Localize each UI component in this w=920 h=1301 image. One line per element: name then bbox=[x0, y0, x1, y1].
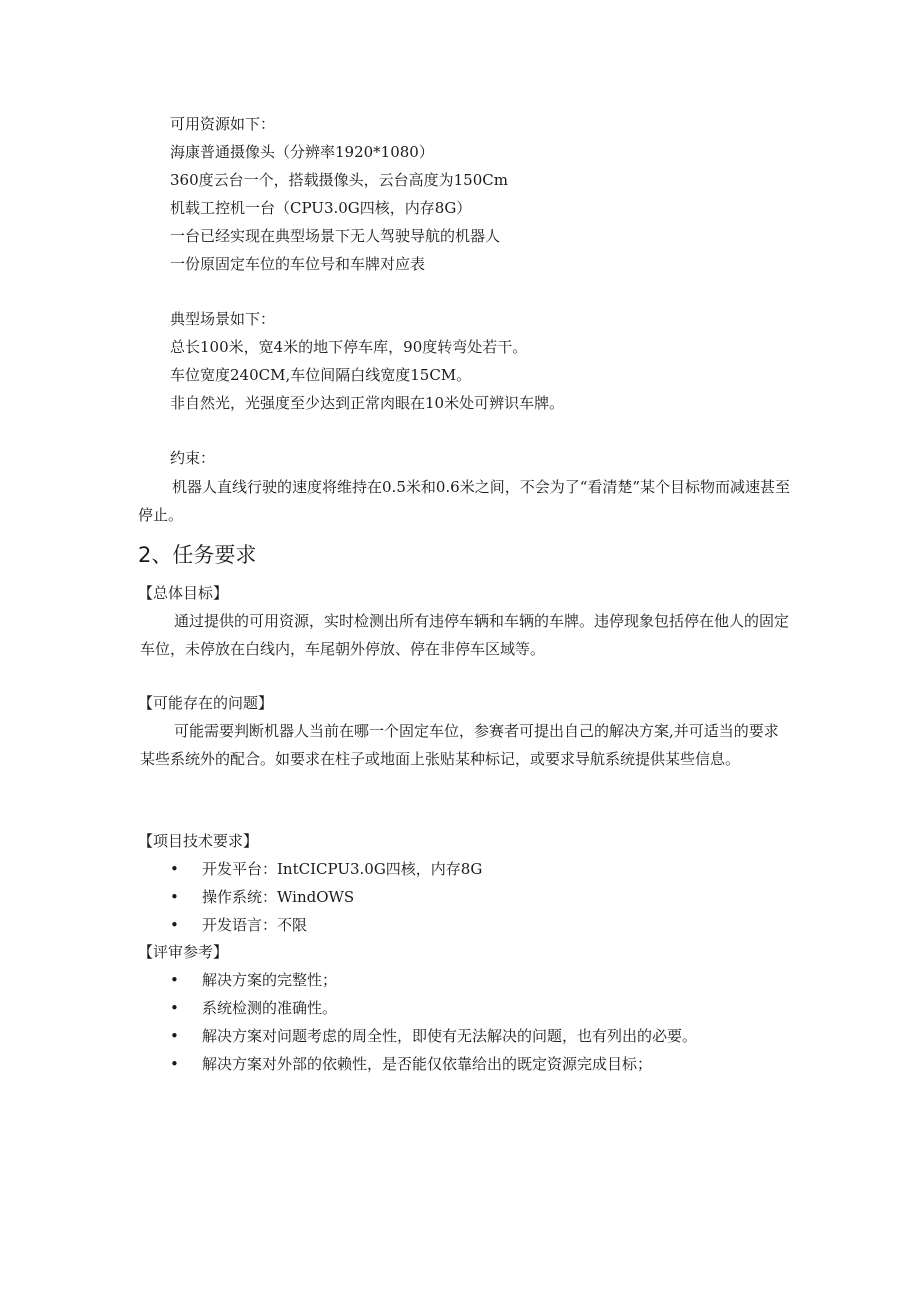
list-item bbox=[170, 1054, 652, 1074]
goal-text: 通过提供的可用资源，实时检测出所有违停车辆和车辆的车牌。违停现象包括停在他人的固定车位，未停放在白线内，车尾朝外停放、停在非停车区域等。 bbox=[140, 612, 790, 658]
resource-item: 一份原固定车位的车位号和车牌对应表 bbox=[170, 255, 426, 273]
list-item-text: 操作系统：WindOWS bbox=[202, 888, 355, 906]
scenario-item: 非自然光，光强度至少达到正常肉眼在10米处可辨识车牌。 bbox=[170, 394, 565, 412]
bullet-marker: • bbox=[170, 1055, 179, 1073]
resource-item: 360度云台一个，搭载摄像头，云台高度为150Cm bbox=[170, 171, 508, 189]
scenario-title: 典型场景如下： bbox=[170, 310, 276, 328]
list-item-text: 系统检测的准确性。 bbox=[202, 999, 338, 1017]
resource-item: 海康普通摄像头（分辨率1920*1080） bbox=[170, 143, 434, 161]
list-item bbox=[170, 887, 354, 907]
bullet-marker: • bbox=[170, 999, 179, 1017]
issues-title: 【可能存在的问题】 bbox=[138, 694, 274, 712]
issues-text: 可能需要判断机器人当前在哪一个固定车位，参赛者可提出自己的解决方案,并可适当的要求某些系统外的配合。如要求在柱子或地面上张贴某种标记，或要求导航系统提供某些信息。 bbox=[140, 722, 779, 768]
tech-title: 【项目技术要求】 bbox=[138, 832, 259, 850]
bullet-marker: • bbox=[170, 971, 179, 989]
bullet-marker: • bbox=[170, 1027, 179, 1045]
review-title: 【评审参考】 bbox=[138, 943, 229, 961]
constraints-title: 约束： bbox=[170, 449, 216, 467]
list-item bbox=[170, 998, 337, 1018]
bullet-marker: • bbox=[170, 888, 179, 906]
list-item-text: 开发平台：IntCICPU3.0G四核，内存8G bbox=[202, 860, 483, 878]
resources-title: 可用资源如下： bbox=[170, 115, 276, 133]
goal-title: 【总体目标】 bbox=[138, 584, 229, 602]
bullet-marker: • bbox=[170, 860, 179, 878]
resource-item: 一台已经实现在典型场景下无人驾驶导航的机器人 bbox=[170, 227, 501, 245]
scenario-item: 车位宽度240CM,车位间隔白线宽度15CM。 bbox=[170, 366, 472, 384]
list-item-text: 解决方案对问题考虑的周全性，即使有无法解决的问题，也有列出的必要。 bbox=[202, 1027, 698, 1045]
list-item-text: 解决方案的完整性； bbox=[202, 971, 338, 989]
list-item bbox=[170, 915, 307, 935]
scenario-item: 总长100米，宽4米的地下停车库，90度转弯处若干。 bbox=[170, 338, 528, 356]
resource-item: 机载工控机一台（CPU3.0G四核，内存8G） bbox=[170, 199, 472, 217]
constraints-text: 机器人直线行驶的速度将维持在0.5米和0.6米之间，不会为了“看清楚”某个目标物而减速甚至停止。 bbox=[138, 478, 791, 524]
list-item bbox=[170, 1026, 697, 1046]
list-item bbox=[170, 859, 482, 879]
list-item-text: 解决方案对外部的依赖性，是否能仅依靠给出的既定资源完成目标； bbox=[202, 1055, 653, 1073]
bullet-marker: • bbox=[170, 916, 179, 934]
list-item-text: 开发语言：不限 bbox=[202, 916, 308, 934]
list-item bbox=[170, 970, 337, 990]
section-heading: 2、任务要求 bbox=[138, 543, 257, 567]
